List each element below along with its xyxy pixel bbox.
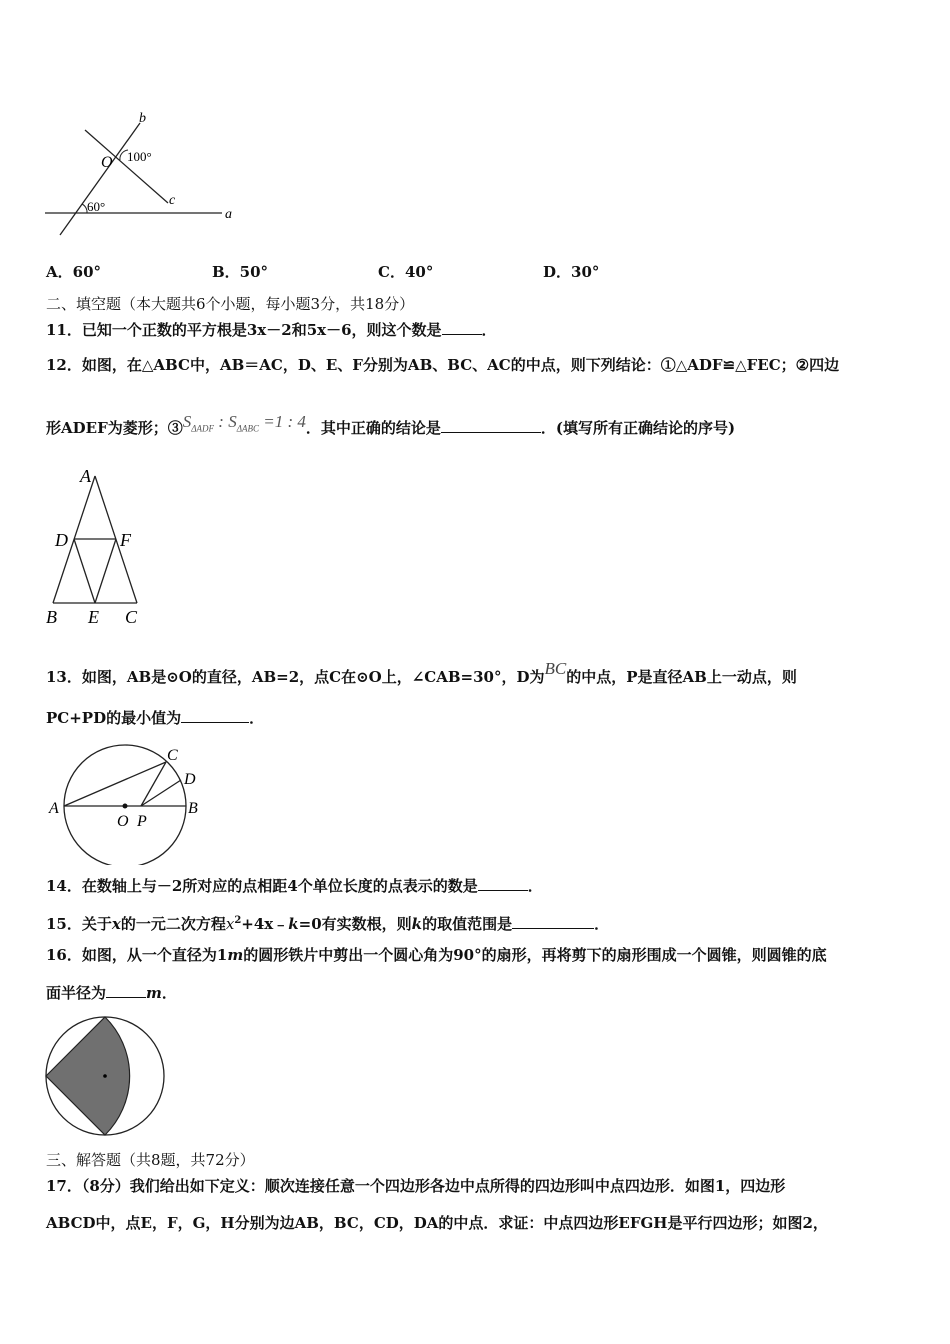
- vertex-D: D: [55, 530, 68, 550]
- line-b: [60, 123, 140, 235]
- q15-t1: 15．关于: [46, 915, 112, 933]
- q11-text: 11．已知一个正数的平方根是3x－2和5x－6，则这个数是: [46, 321, 442, 339]
- section3-title: 三、解答题（共8题，共72分）: [46, 1151, 255, 1169]
- q13-answer-blank[interactable]: [181, 708, 249, 723]
- label-100: 100°: [127, 149, 152, 164]
- q12-triangle-figure: [40, 462, 160, 632]
- area-ratio-formula: [182, 412, 306, 434]
- vertex-E: E: [88, 607, 99, 627]
- q15-answer-blank[interactable]: [512, 914, 594, 929]
- label-c: c: [169, 193, 176, 208]
- q12-line2: [46, 412, 735, 438]
- q13-line1: [46, 659, 797, 687]
- q13-line1-start: 13．如图，AB是⊙O的直径，AB=2，点C在⊙O上，∠CAB=30°，D为: [46, 668, 545, 686]
- q13-line1-end: 的中点，P是直径AB上一动点，则: [566, 668, 797, 686]
- center-dot: [123, 804, 128, 809]
- q15-eq-rest: +4x﹣: [241, 915, 289, 933]
- q16-line1-start: 16．如图，从一个直径为1: [46, 946, 228, 964]
- q14: [46, 876, 543, 896]
- q15-var-x: x: [111, 915, 121, 933]
- q12-line2-start: 形ADEF为菱形；③: [46, 419, 183, 437]
- option-c[interactable]: C．40°: [378, 263, 434, 281]
- point-D: D: [184, 771, 196, 788]
- q13-circle-figure: [45, 740, 210, 865]
- option-b[interactable]: B．50°: [212, 263, 269, 281]
- ratio-sub2: ΔABC: [236, 423, 259, 434]
- q16-unit-m1: m: [227, 946, 244, 964]
- ratio-s2: S: [228, 412, 237, 431]
- q13-line2-start: PC+PD的最小值为: [46, 709, 182, 727]
- segment-de: [74, 539, 95, 603]
- point-A: A: [49, 800, 59, 817]
- label-O: O: [101, 154, 113, 171]
- point-C: C: [167, 747, 178, 764]
- q16-line1-end: 的圆形铁片中剪出一个圆心角为90°的扇形，再将剪下的扇形围成一个圆锥，则圆锥的底: [243, 946, 827, 964]
- point-B: B: [188, 800, 198, 817]
- vertex-F: F: [120, 530, 131, 550]
- ratio-s1: S: [182, 412, 192, 431]
- q15-t3: =0有实数根，则: [298, 915, 412, 933]
- q14-text: 14．在数轴上与－2所对应的点相距4个单位长度的点表示的数是: [46, 877, 478, 895]
- q17-line1: 17．（8分）我们给出如下定义：顺次连接任意一个四边形各边中点所得的四边形叫中点四边形．如图1，四边形: [46, 1177, 786, 1195]
- q11: [46, 320, 497, 340]
- q11-answer-blank[interactable]: [442, 320, 482, 335]
- q11-end: ．: [481, 321, 497, 339]
- q15-eq-sup: 2: [234, 915, 242, 926]
- q15-k2: k: [411, 915, 423, 933]
- segment-pd: [141, 780, 181, 806]
- label-b: b: [139, 111, 146, 126]
- vertex-B: B: [46, 607, 57, 627]
- q15-t2: 的一元二次方程: [120, 915, 226, 933]
- ratio-rest: =1 : 4: [258, 412, 306, 431]
- label-a: a: [225, 207, 232, 222]
- vertex-C: C: [125, 607, 138, 627]
- q13-line2: [46, 708, 264, 728]
- q12-line1: 12．如图，在△ABC中，AB＝AC，D、E、F分别为AB、BC、AC的中点，则下列结论：①△ADF≌△FEC；②四边: [46, 356, 840, 374]
- q13-line2-end: ．: [249, 709, 265, 727]
- segment-fe: [95, 539, 116, 603]
- q12-line2-mid: ．其中正确的结论是: [305, 419, 441, 437]
- q10-angle-figure: [40, 105, 250, 245]
- q12-answer-blank[interactable]: [441, 418, 541, 433]
- option-d[interactable]: D．30°: [543, 263, 600, 281]
- q17-line2: ABCD中，点E，F，G，H分别为边AB，BC，CD，DA的中点．求证：中点四边形EFGH是平行四边形；如图2，: [46, 1214, 828, 1232]
- sector-shape: [46, 1017, 130, 1135]
- ratio-colon: :: [214, 412, 229, 431]
- q16-unit-m2: m: [146, 984, 162, 1002]
- q16-answer-blank[interactable]: [106, 983, 146, 998]
- q16-line2: [46, 983, 177, 1003]
- arc-bc: BC: [544, 659, 567, 678]
- point-O: O: [117, 813, 129, 830]
- q15-k1: k: [288, 915, 299, 933]
- q15-t5: ．: [594, 915, 610, 933]
- section2-title: 二、填空题（本大题共6个小题，每小题3分，共18分）: [46, 295, 415, 313]
- sector-center-dot: [103, 1074, 107, 1078]
- option-a[interactable]: A．60°: [46, 263, 102, 281]
- label-60: 60°: [87, 199, 106, 214]
- ratio-sub1: ΔADF: [191, 423, 215, 434]
- q16-line2-start: 面半径为: [46, 984, 107, 1002]
- q15-t4: 的取值范围是: [422, 915, 513, 933]
- q12-line2-end: ．(填写所有正确结论的序号): [540, 419, 736, 437]
- point-P: P: [137, 813, 147, 830]
- vertex-A: A: [80, 466, 91, 486]
- segment-pc: [141, 762, 166, 806]
- q14-answer-blank[interactable]: [478, 876, 528, 891]
- q15: [46, 911, 609, 934]
- q16-sector-figure: [40, 1012, 170, 1140]
- q16-line2-end: ．: [161, 984, 177, 1002]
- q16-line1: [46, 945, 827, 965]
- q14-end: ．: [527, 877, 543, 895]
- q15-eq-x: x: [225, 915, 235, 933]
